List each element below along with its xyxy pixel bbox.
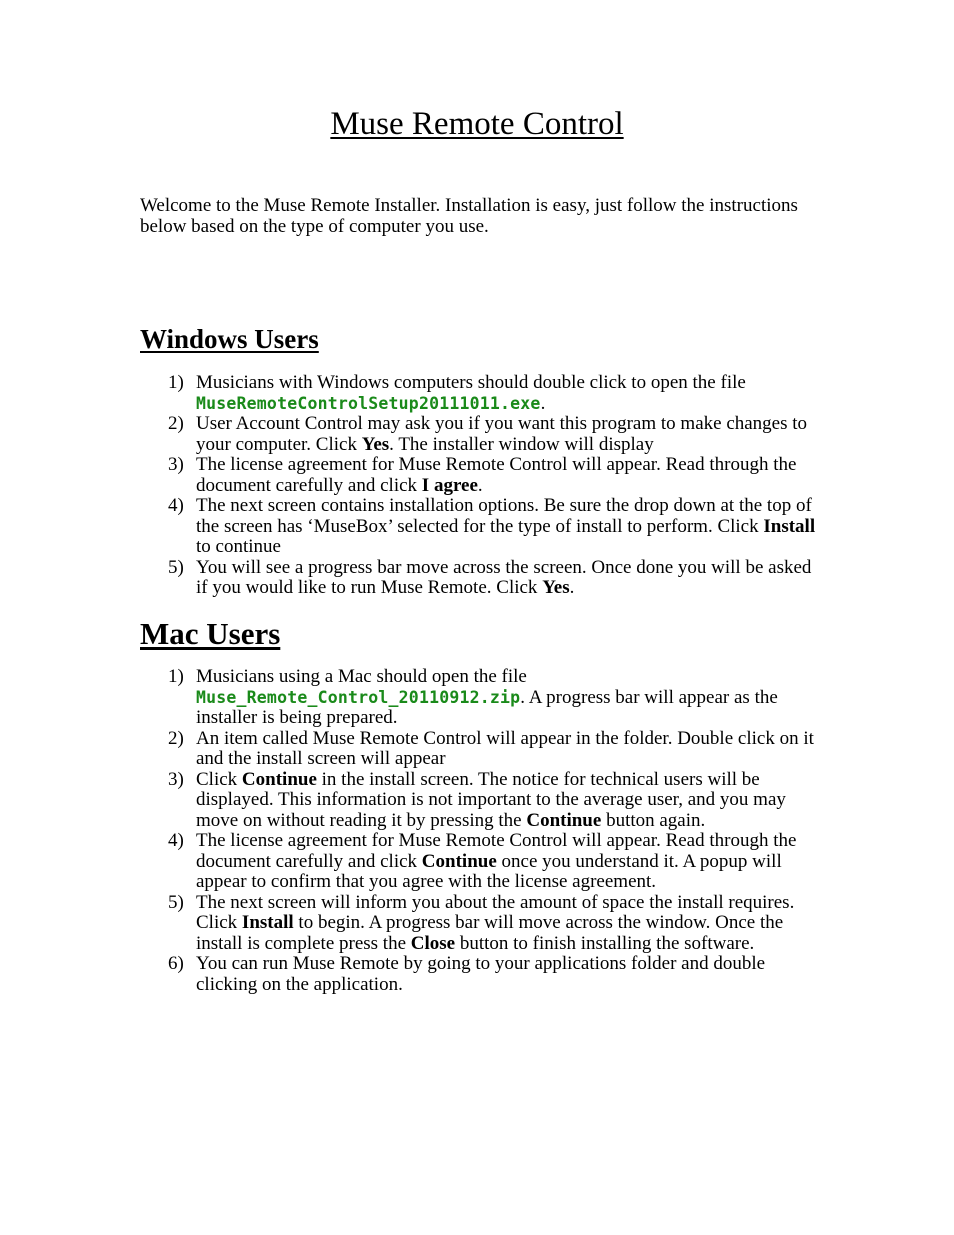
page-title: Muse Remote Control xyxy=(330,106,624,142)
step-text: The license agreement for Muse Remote Control will appear. Read through the document carefully and click xyxy=(196,830,797,872)
step-text: . The installer window will display xyxy=(389,433,654,455)
list-item xyxy=(168,455,818,496)
step-number: 6) xyxy=(168,953,184,974)
list-item xyxy=(168,729,818,770)
bold-text: Yes xyxy=(361,433,390,455)
list-item xyxy=(168,831,818,893)
step-text: Click xyxy=(196,768,242,790)
bold-text: Yes xyxy=(542,577,570,598)
list-item xyxy=(168,373,818,414)
step-text: The license agreement for Muse Remote Control will appear. Read through the document carefully and click xyxy=(196,454,797,496)
mac-steps-list xyxy=(168,667,818,995)
step-text: The next screen contains installation options. Be sure the drop down at the top of the screen has ‘MuseBox’ selected for the type of install to perform. Click xyxy=(196,495,812,537)
bold-text: Install xyxy=(241,912,294,933)
step-text: . xyxy=(569,577,575,598)
step-text: You will see a progress bar move across the screen. Once done you will be asked if you would like to run Muse Remote. Click xyxy=(196,556,812,598)
step-number: 3) xyxy=(168,454,184,475)
step-text: to begin. A progress bar will move across the window. Once the install is complete press the xyxy=(196,912,784,954)
bold-text: I agree xyxy=(421,474,478,496)
step-number: 1) xyxy=(168,666,184,687)
list-item xyxy=(168,893,818,955)
list-item xyxy=(168,496,818,558)
step-text: Musicians using a Mac should open the file xyxy=(196,666,527,687)
list-item xyxy=(168,414,818,455)
step-text: button to finish installing the software. xyxy=(455,932,755,954)
step-text: The next screen will inform you about the amount of space the install requires. Click xyxy=(196,891,795,933)
step-number: 2) xyxy=(168,413,184,434)
step-text: button again. xyxy=(601,809,706,831)
file-name: MuseRemoteControlSetup20111011.exe xyxy=(196,393,541,413)
intro-paragraph: Welcome to the Muse Remote Installer. Installation is easy, just follow the instructions below based on the type of computer you use. xyxy=(140,195,798,237)
step-text: to continue xyxy=(196,536,281,557)
bold-text: Install xyxy=(763,515,816,537)
file-name: Muse_Remote_Control_20110912.zip xyxy=(196,687,521,707)
list-item xyxy=(168,954,818,995)
step-text: in the install screen. The notice for technical users will be displayed. This information is not important to the average user, and you may move on without reading it by pressing the xyxy=(196,768,786,831)
step-number: 4) xyxy=(168,830,184,851)
list-item xyxy=(168,667,818,729)
step-text: User Account Control may ask you if you want this program to make changes to your computer. Click xyxy=(196,413,808,455)
bold-text: Continue xyxy=(526,809,602,831)
step-text: . A progress bar will appear as the installer is being prepared. xyxy=(196,686,778,728)
step-number: 5) xyxy=(168,891,184,913)
step-number: 5) xyxy=(168,556,184,578)
mac-section-heading: Mac Users xyxy=(140,616,281,651)
step-number: 2) xyxy=(168,727,184,749)
step-number: 3) xyxy=(168,768,184,790)
windows-section-heading: Windows Users xyxy=(140,324,319,354)
list-item xyxy=(168,558,818,599)
step-text: . xyxy=(477,474,483,496)
bold-text: Continue xyxy=(241,768,317,790)
step-text: once you understand it. A popup will appear to confirm that you agree with the license agreement. xyxy=(196,850,782,892)
bold-text: Close xyxy=(410,932,456,954)
step-number: 1) xyxy=(168,372,184,393)
list-item xyxy=(168,770,818,832)
step-text: An item called Muse Remote Control will appear in the folder. Double click on it and the install screen will appear xyxy=(196,727,814,769)
step-text: You can run Muse Remote by going to your applications folder and double clicking on the application. xyxy=(196,953,766,995)
windows-steps-list xyxy=(168,373,818,599)
step-text: . xyxy=(540,392,546,414)
bold-text: Continue xyxy=(421,850,497,872)
step-text: Musicians with Windows computers should double click to open the file xyxy=(196,372,746,393)
step-number: 4) xyxy=(168,495,184,516)
